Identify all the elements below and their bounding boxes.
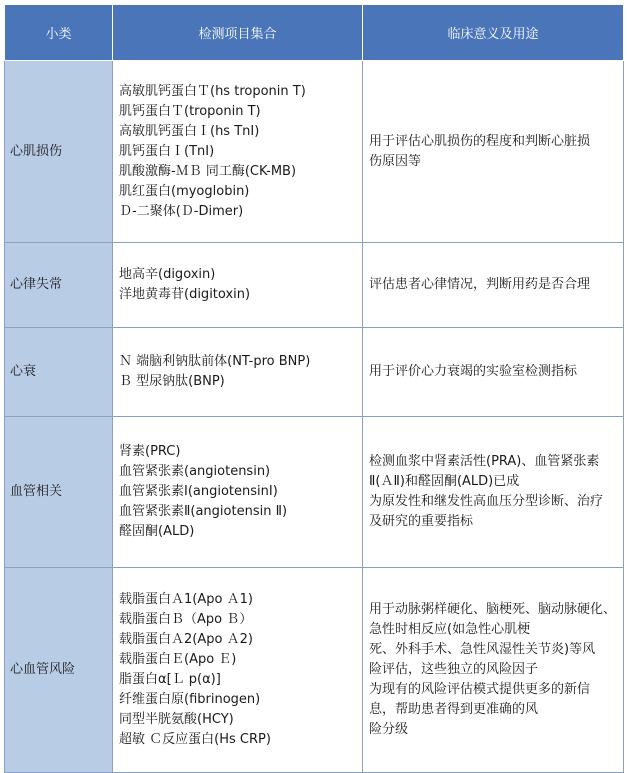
test-items-table: [4, 4, 624, 773]
test-item: 超敏 Ｃ反应蛋白(Hs CRP): [119, 732, 271, 747]
table-row: [5, 243, 624, 328]
category-cell: 心血管风险: [5, 568, 113, 773]
test-item: 载脂蛋白Ｂ（Apo Ｂ）: [119, 612, 253, 627]
items-cell: [113, 417, 363, 568]
significance-cell: [363, 417, 624, 568]
test-item: 肌红蛋白(myoglobin): [119, 183, 250, 199]
significance-line: 死、外科手术、急性风湿性关节炎)等风: [369, 642, 596, 657]
significance-line: 用于评价心力衰竭的实验室检测指标: [369, 364, 578, 379]
test-item: 血管紧张素Ⅱ(angiotensin Ⅱ): [119, 504, 288, 519]
category-cell: 心律失常: [5, 243, 113, 328]
test-item: 肌钙蛋白Ｉ(TnI): [119, 143, 215, 159]
significance-line: 用于动脉粥样硬化、脑梗死、脑动脉硬化、: [369, 602, 617, 617]
significance-line: 为原发性和继发性高血压分型诊断、治疗: [369, 494, 604, 509]
significance-line: 检测血浆中肾素活性(PRA)、血管紧张素: [369, 454, 600, 469]
items-cell: [113, 243, 363, 328]
test-item: 脂蛋白α[Ｌ p(α)]: [119, 672, 221, 687]
significance-cell: [363, 328, 624, 417]
significance-line: 伤原因等: [369, 153, 422, 169]
significance-line: 评估患者心律情况，判断用药是否合理: [369, 277, 591, 292]
test-item: 纤维蛋白原(fibrinogen): [119, 692, 261, 707]
header-test-items: 检测项目集合: [113, 5, 363, 61]
header-clinical-significance: 临床意义及用途: [363, 5, 624, 61]
category-cell: 心衰: [5, 328, 113, 417]
test-item: 高敏肌钙蛋白Ｔ(hs troponin T): [119, 83, 306, 99]
items-cell: [113, 568, 363, 773]
test-item: Ｎ 端脑利钠肽前体(NT-pro BNP): [119, 354, 311, 369]
significance-line: 险分级: [369, 722, 409, 737]
test-item: 高敏肌钙蛋白Ｉ(hs TnI): [119, 123, 260, 139]
significance-cell: [363, 61, 624, 243]
table-row: [5, 61, 624, 243]
test-item: 肌钙蛋白Ｔ(troponin T): [119, 103, 261, 119]
significance-line: 息，帮助患者得到更准确的风: [369, 702, 539, 717]
category-cell: 血管相关: [5, 417, 113, 568]
test-item: 载脂蛋白Ｅ(Apo Ｅ): [119, 652, 237, 667]
significance-cell: [363, 243, 624, 328]
table-row: [5, 328, 624, 417]
items-cell: [113, 61, 363, 243]
test-item: 同型半胱氨酸(HCY): [119, 712, 234, 727]
test-item: 载脂蛋白Ａ1(Apo Ａ1): [119, 592, 253, 607]
test-item: 肌酸激酶-ＭＢ 同工酶(CK-MB): [119, 163, 297, 179]
significance-line: 急性时相反应(如急性心肌梗: [369, 622, 531, 637]
significance-line: 用于评估心肌损伤的程度和判断心脏损: [369, 133, 591, 149]
table-row: [5, 417, 624, 568]
significance-cell: [363, 568, 624, 773]
test-item: 地高辛(digoxin): [119, 267, 216, 282]
table-row: [5, 568, 624, 773]
category-cell: 心肌损伤: [5, 61, 113, 243]
test-item: 血管紧张素(angiotensin): [119, 464, 271, 479]
test-item: 血管紧张素Ⅰ(angiotensinⅠ): [119, 484, 278, 499]
test-item: 肾素(PRC): [119, 444, 181, 459]
significance-line: 及研究的重要指标: [369, 514, 474, 529]
test-item: Ｂ 型尿钠肽(BNP): [119, 374, 225, 389]
test-item: 洋地黄毒苷(digitoxin): [119, 287, 251, 302]
header-subcategory: 小类: [5, 5, 113, 61]
header-row: [5, 5, 624, 61]
significance-line: Ⅱ(ＡⅡ)和醛固酮(ALD)已成: [369, 474, 520, 489]
significance-line: 为现有的风险评估模式提供更多的新信: [369, 682, 591, 697]
table-container: [4, 4, 623, 773]
significance-line: 险评估，这些独立的风险因子: [369, 662, 539, 677]
test-item: 醛固酮(ALD): [119, 524, 195, 539]
test-item: 载脂蛋白Ａ2(Apo Ａ2): [119, 632, 253, 647]
items-cell: [113, 328, 363, 417]
test-item: Ｄ-二聚体(Ｄ-Dimer): [119, 203, 244, 219]
